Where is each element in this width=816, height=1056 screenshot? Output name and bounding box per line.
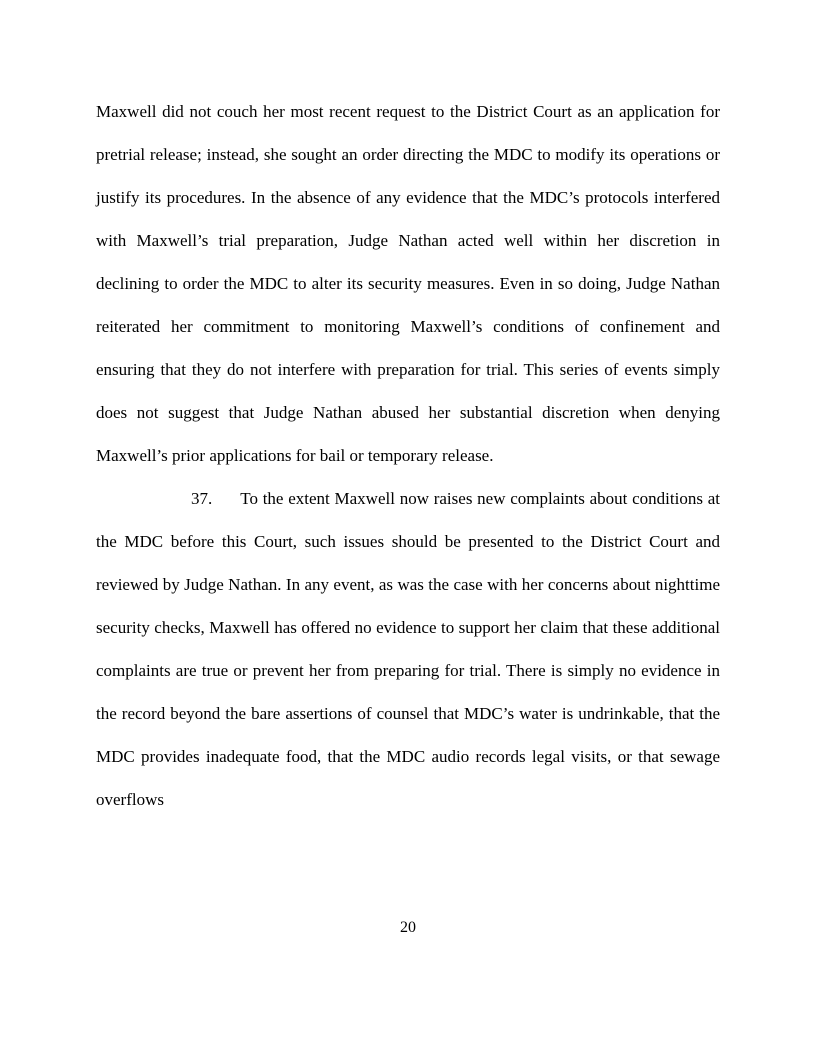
paragraph-37 xyxy=(96,477,720,821)
paragraph-number: 37. xyxy=(191,489,213,508)
paragraph-text: To the extent Maxwell now raises new complaints about conditions at the MDC before this Court, such issues should be presented to the District Court and reviewed by Judge Nathan. In any event, as was the case with her concerns about nighttime security checks, Maxwell has offered no evidence to support her claim that these additional complaints are true or prevent her from preparing for trial. There is simply no evidence in the record beyond the bare assertions of counsel that MDC’s water is undrinkable, that the MDC provides inadequate food, that the MDC audio records legal visits, or that sewage overflows xyxy=(96,489,720,809)
paragraph-continuation: Maxwell did not couch her most recent request to the District Court as an application for pretrial release; instead, she sought an order directing the MDC to modify its operations or justify its procedures. In the absence of any evidence that the MDC’s protocols interfered with Maxwell’s trial preparation, Judge Nathan acted well within her discretion in declining to order the MDC to alter its security measures. Even in so doing, Judge Nathan reiterated her commitment to monitoring Maxwell’s conditions of confinement and ensuring that they do not interfere with preparation for trial. This series of events simply does not suggest that Judge Nathan abused her substantial discretion when denying Maxwell’s prior applications for bail or temporary release. xyxy=(96,102,720,465)
page-number: 20 xyxy=(400,919,416,936)
body-text xyxy=(96,90,720,821)
